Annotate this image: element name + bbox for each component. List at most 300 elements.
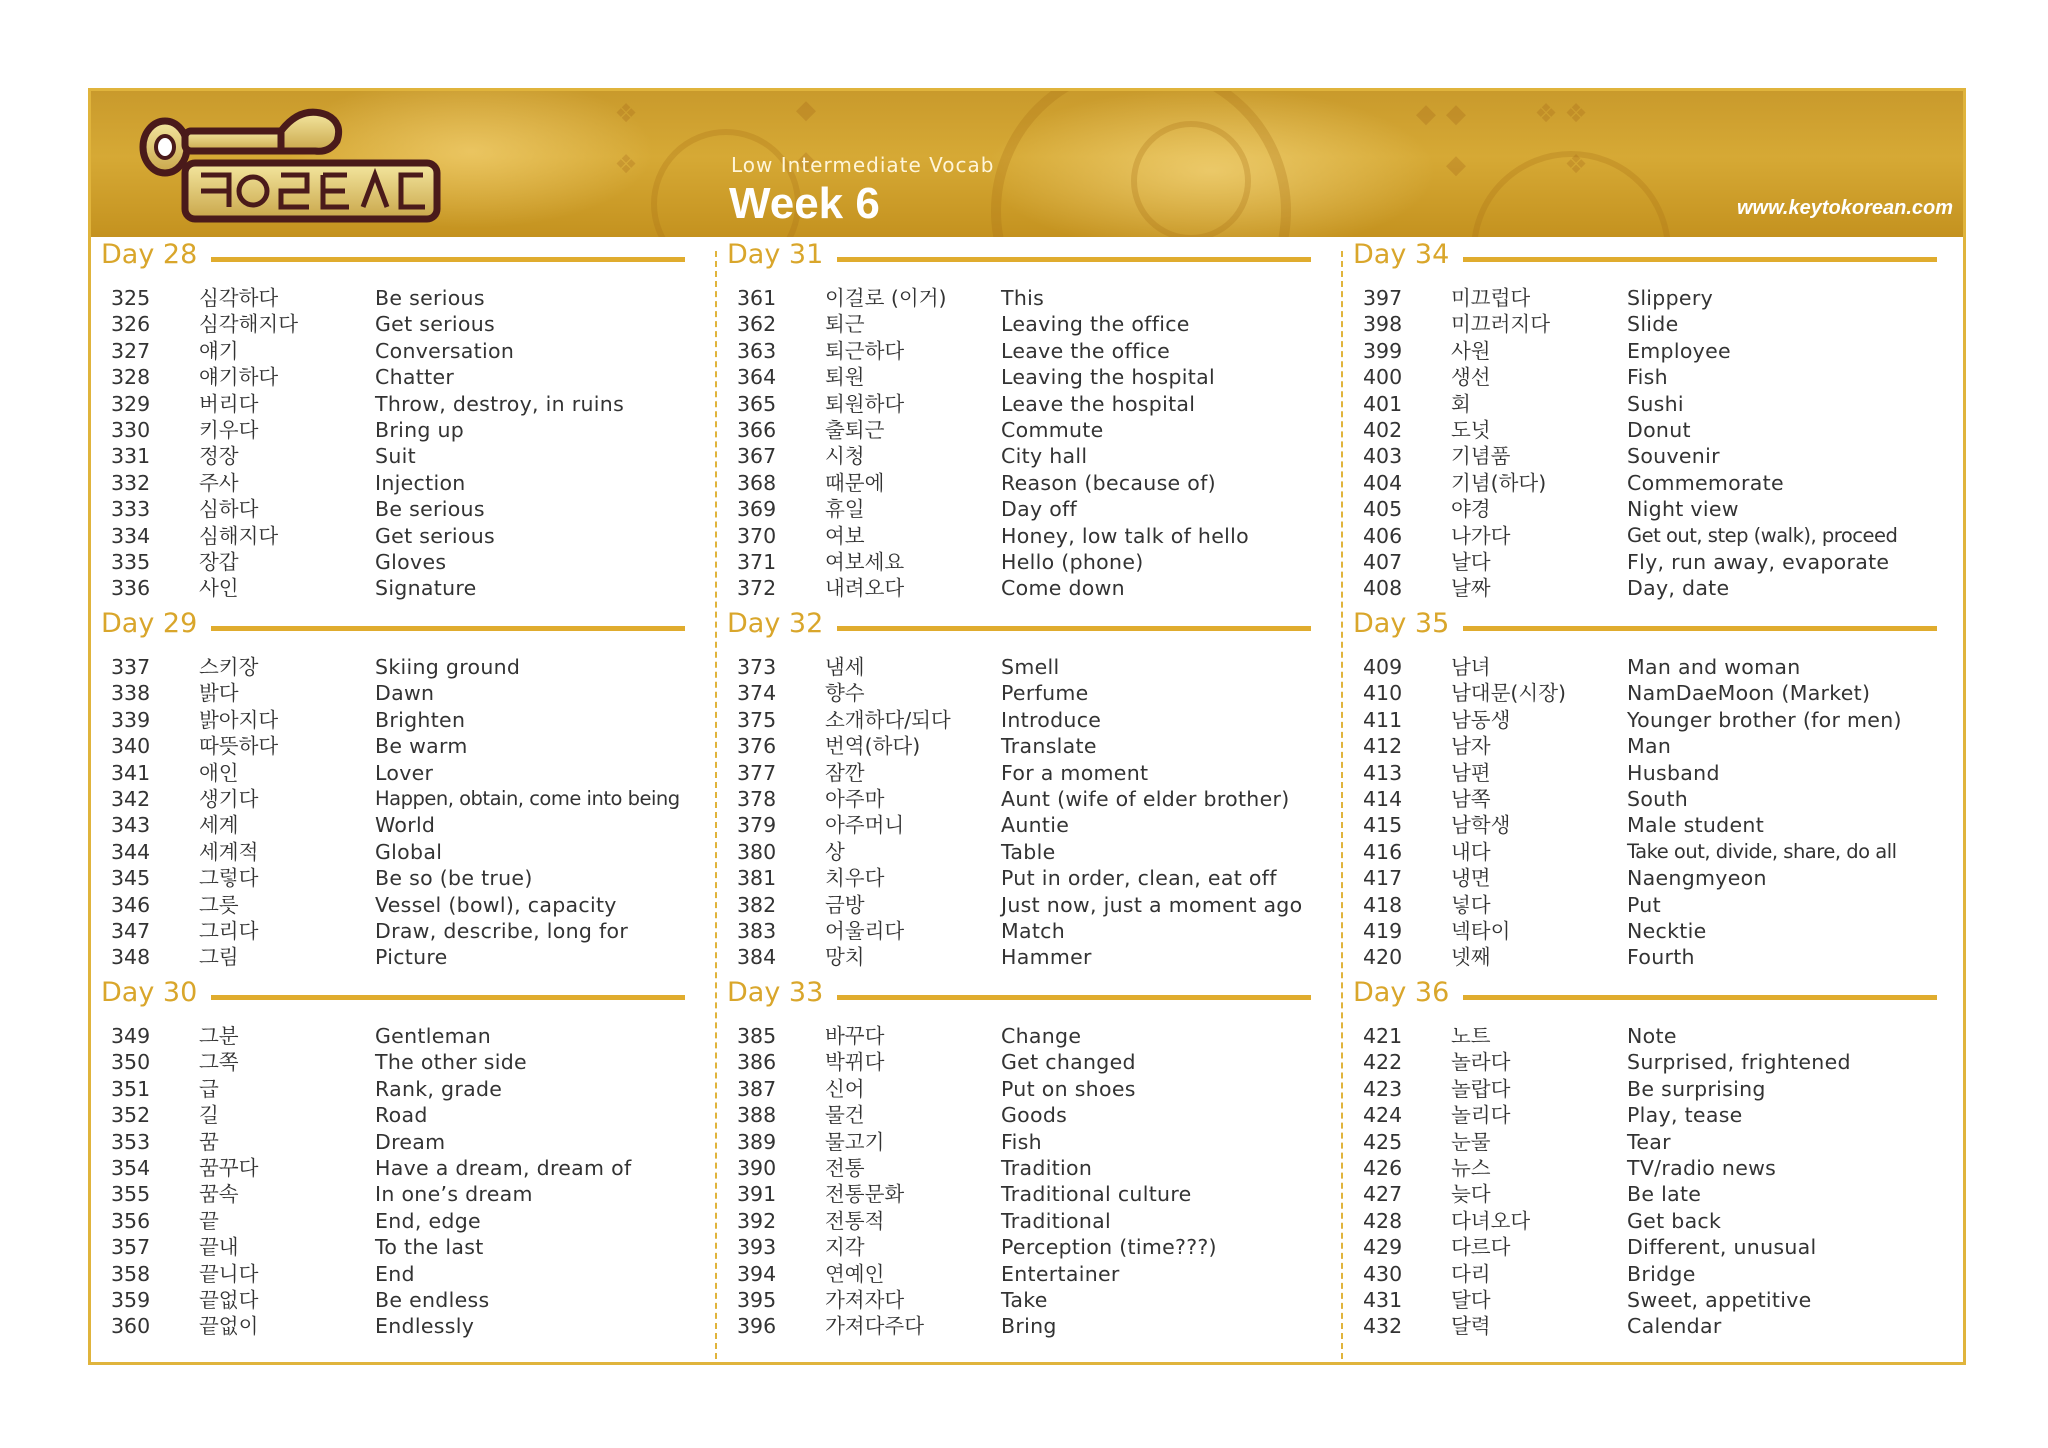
- vocab-entry: [737, 1287, 1337, 1313]
- entry-number: 397: [1363, 286, 1403, 310]
- decorative-glyphs: ◆ ◆: [791, 95, 821, 183]
- vocab-entry: [737, 786, 1337, 812]
- korean-word: 날다: [1451, 549, 1491, 574]
- vocab-entry: [111, 1287, 711, 1313]
- entry-number: 330: [111, 417, 151, 442]
- korean-word: 그림: [199, 945, 239, 970]
- english-meaning: For a moment: [1001, 760, 1149, 785]
- vocab-entry: [111, 733, 711, 759]
- entry-number: 359: [111, 1287, 151, 1312]
- vocab-entry: [111, 1234, 711, 1260]
- entry-number: 409: [1363, 655, 1403, 679]
- english-meaning: World: [375, 813, 436, 838]
- vocab-entry: [737, 944, 1337, 970]
- vocab-list: [1363, 1023, 1963, 1340]
- vocab-entry: [111, 918, 711, 944]
- vocab-entry: [111, 654, 711, 680]
- decorative-ring: [1131, 121, 1251, 237]
- column-1: [91, 237, 717, 1365]
- english-meaning: Leaving the hospital: [1001, 365, 1215, 390]
- english-meaning: Leave the office: [1001, 338, 1171, 363]
- english-meaning: The other side: [375, 1050, 527, 1075]
- key-to-korean-logo: [131, 93, 451, 233]
- entry-number: 345: [111, 866, 151, 891]
- vocab-entry: [111, 443, 711, 469]
- korean-word: 밝아지다: [199, 707, 279, 732]
- entry-number: 326: [111, 312, 151, 337]
- english-meaning: Tradition: [1001, 1155, 1093, 1180]
- entry-number: 364: [737, 365, 777, 390]
- english-meaning: Be surprising: [1627, 1076, 1766, 1101]
- english-meaning: Road: [375, 1103, 428, 1128]
- entry-number: 348: [111, 945, 151, 970]
- day-section: [91, 975, 717, 1343]
- korean-word: 가져자다: [825, 1287, 905, 1312]
- vocab-entry: [111, 680, 711, 706]
- vocab-entry: [111, 1129, 711, 1155]
- english-meaning: Rank, grade: [375, 1076, 503, 1101]
- korean-word: 넣다: [1451, 892, 1491, 917]
- entry-number: 380: [737, 839, 777, 864]
- vocab-entry: [1363, 391, 1963, 417]
- english-meaning: Put in order, clean, eat off: [1001, 866, 1277, 891]
- vocab-entry: [737, 1261, 1337, 1287]
- entry-number: 383: [737, 918, 777, 943]
- entry-number: 420: [1363, 945, 1403, 970]
- day-title-rule: [837, 995, 1311, 1000]
- korean-word: 바꾸다: [825, 1024, 885, 1048]
- entry-number: 410: [1363, 681, 1403, 706]
- english-meaning: Calendar: [1627, 1314, 1722, 1339]
- english-meaning: NamDaeMoon (Market): [1627, 681, 1871, 706]
- korean-word: 꿈: [199, 1129, 219, 1154]
- korean-word: 급: [199, 1076, 219, 1101]
- english-meaning: Get out, step (walk), proceed: [1627, 523, 1898, 547]
- english-meaning: Male student: [1627, 813, 1765, 838]
- vocab-list: [111, 654, 711, 971]
- entry-number: 391: [737, 1182, 777, 1207]
- korean-word: 넷째: [1451, 945, 1491, 970]
- day-section: [717, 606, 1343, 974]
- decorative-glyphs: ❖ ❖ ❖: [1531, 99, 1591, 187]
- day-title-rule: [211, 995, 685, 1000]
- english-meaning: Be endless: [375, 1287, 490, 1312]
- entry-number: 407: [1363, 549, 1403, 574]
- english-meaning: Play, tease: [1627, 1103, 1743, 1128]
- entry-number: 342: [111, 786, 151, 811]
- english-meaning: Slide: [1627, 312, 1679, 337]
- korean-word: 퇴근하다: [825, 338, 905, 363]
- vocab-list: [737, 285, 1337, 602]
- english-meaning: End: [375, 1261, 415, 1286]
- korean-word: 남녀: [1451, 655, 1491, 679]
- entry-number: 378: [737, 786, 777, 811]
- korean-word: 여보: [825, 523, 865, 548]
- english-meaning: Be serious: [375, 286, 485, 310]
- entry-number: 403: [1363, 444, 1403, 469]
- english-meaning: Sushi: [1627, 391, 1684, 416]
- entry-number: 369: [737, 497, 777, 522]
- day-title-rule: [211, 626, 685, 631]
- english-meaning: Commute: [1001, 417, 1104, 442]
- entry-number: 352: [111, 1103, 151, 1128]
- english-meaning: Leaving the office: [1001, 312, 1190, 337]
- day-section: [717, 237, 1343, 605]
- vocab-entry: [737, 707, 1337, 733]
- entry-number: 428: [1363, 1208, 1403, 1233]
- korean-word: 향수: [825, 681, 865, 706]
- entry-number: 404: [1363, 470, 1403, 495]
- korean-word: 퇴원하다: [825, 391, 905, 416]
- korean-word: 심해지다: [199, 523, 279, 548]
- entry-number: 418: [1363, 892, 1403, 917]
- entry-number: 394: [737, 1261, 777, 1286]
- korean-word: 넥타이: [1451, 918, 1511, 943]
- vocab-entry: [111, 1049, 711, 1075]
- english-meaning: Be late: [1627, 1182, 1702, 1207]
- korean-word: 버리다: [199, 391, 259, 416]
- entry-number: 423: [1363, 1076, 1403, 1101]
- korean-word: 남학생: [1451, 813, 1511, 838]
- korean-word: 전통: [825, 1155, 865, 1180]
- korean-word: 그렇다: [199, 866, 259, 891]
- english-meaning: Day off: [1001, 497, 1078, 522]
- entry-number: 367: [737, 444, 777, 469]
- korean-word: 얘기: [199, 338, 239, 363]
- entry-number: 381: [737, 866, 777, 891]
- english-meaning: Honey, low talk of hello: [1001, 523, 1249, 548]
- korean-word: 남자: [1451, 734, 1491, 759]
- entry-number: 332: [111, 470, 151, 495]
- english-meaning: Injection: [375, 470, 466, 495]
- day-title-rule: [837, 257, 1311, 262]
- korean-word: 꿈속: [199, 1182, 239, 1207]
- vocab-entry: [737, 1102, 1337, 1128]
- english-meaning: Conversation: [375, 338, 515, 363]
- korean-word: 어울리다: [825, 918, 905, 943]
- english-meaning: Brighten: [375, 707, 466, 732]
- english-meaning: Smell: [1001, 655, 1060, 679]
- entry-number: 338: [111, 681, 151, 706]
- english-meaning: Happen, obtain, come into being: [375, 786, 680, 810]
- korean-word: 애인: [199, 760, 239, 785]
- vocab-entry: [111, 1076, 711, 1102]
- korean-word: 나가다: [1451, 523, 1511, 548]
- day-section: [1343, 606, 1969, 974]
- vocab-entry: [1363, 338, 1963, 364]
- korean-word: 사인: [199, 576, 239, 601]
- english-meaning: Signature: [375, 576, 477, 601]
- korean-word: 남대문(시장): [1451, 681, 1567, 706]
- entry-number: 365: [737, 391, 777, 416]
- korean-word: 남쪽: [1451, 786, 1491, 811]
- korean-word: 생기다: [199, 786, 259, 811]
- day-title-rule: [1463, 626, 1937, 631]
- vocab-entry: [1363, 812, 1963, 838]
- english-meaning: Hello (phone): [1001, 549, 1144, 574]
- korean-word: 눈물: [1451, 1129, 1491, 1154]
- korean-word: 물건: [825, 1103, 865, 1128]
- english-meaning: Night view: [1627, 497, 1739, 522]
- vocab-entry: [1363, 470, 1963, 496]
- vocab-entry: [737, 1076, 1337, 1102]
- english-meaning: Entertainer: [1001, 1261, 1120, 1286]
- entry-number: 417: [1363, 866, 1403, 891]
- korean-word: 휴일: [825, 497, 865, 522]
- english-meaning: Aunt (wife of elder brother): [1001, 786, 1290, 811]
- day-title: Day 28: [101, 239, 198, 270]
- entry-number: 402: [1363, 417, 1403, 442]
- korean-word: 때문에: [825, 470, 885, 495]
- entry-number: 384: [737, 945, 777, 970]
- vocab-entry: [1363, 1023, 1963, 1049]
- korean-word: 가져다주다: [825, 1314, 925, 1339]
- vocab-entry: [1363, 1049, 1963, 1075]
- korean-word: 밝다: [199, 681, 239, 706]
- entry-number: 339: [111, 707, 151, 732]
- entry-number: 422: [1363, 1050, 1403, 1075]
- day-title-rule: [837, 626, 1311, 631]
- english-meaning: Auntie: [1001, 813, 1070, 838]
- english-meaning: Dawn: [375, 681, 435, 706]
- korean-word: 냄세: [825, 655, 865, 679]
- entry-number: 399: [1363, 338, 1403, 363]
- entry-number: 357: [111, 1235, 151, 1260]
- korean-word: 박뀌다: [825, 1050, 885, 1075]
- vocab-entry: [1363, 1155, 1963, 1181]
- korean-word: 키우다: [199, 417, 259, 442]
- vocab-entry: [737, 839, 1337, 865]
- vocab-entry: [111, 892, 711, 918]
- vocab-entry: [1363, 786, 1963, 812]
- vocab-entry: [111, 1023, 711, 1049]
- vocab-list: [111, 1023, 711, 1340]
- english-meaning: Put: [1627, 892, 1661, 917]
- subtitle: Low Intermediate Vocab: [731, 153, 995, 177]
- vocab-entry: [111, 1261, 711, 1287]
- vocab-list: [737, 1023, 1337, 1340]
- entry-number: 411: [1363, 707, 1403, 732]
- vocab-entry: [1363, 1181, 1963, 1207]
- korean-word: 놀라다: [1451, 1050, 1511, 1075]
- korean-word: 뉴스: [1451, 1155, 1491, 1180]
- vocab-entry: [1363, 892, 1963, 918]
- entry-number: 387: [737, 1076, 777, 1101]
- entry-number: 390: [737, 1155, 777, 1180]
- day-title: Day 36: [1353, 977, 1450, 1008]
- entry-number: 419: [1363, 918, 1403, 943]
- vocab-entry: [111, 470, 711, 496]
- vocab-entry: [111, 575, 711, 601]
- vocab-entry: [1363, 1313, 1963, 1339]
- page-title: Week 6: [729, 179, 880, 228]
- vocab-entry: [1363, 1129, 1963, 1155]
- korean-word: 여보세요: [825, 549, 905, 574]
- korean-word: 망치: [825, 945, 865, 970]
- korean-word: 미끄럽다: [1451, 286, 1531, 310]
- english-meaning: This: [1001, 286, 1045, 310]
- day-title: Day 29: [101, 608, 198, 639]
- english-meaning: Donut: [1627, 417, 1691, 442]
- vocab-entry: [737, 311, 1337, 337]
- entry-number: 335: [111, 549, 151, 574]
- english-meaning: Reason (because of): [1001, 470, 1216, 495]
- english-meaning: Global: [375, 839, 443, 864]
- entry-number: 400: [1363, 365, 1403, 390]
- vocab-entry: [111, 285, 711, 311]
- entry-number: 425: [1363, 1129, 1403, 1154]
- day-section: [1343, 975, 1969, 1343]
- english-meaning: Vessel (bowl), capacity: [375, 892, 617, 917]
- korean-word: 늦다: [1451, 1182, 1491, 1207]
- korean-word: 다녀오다: [1451, 1208, 1531, 1233]
- english-meaning: Get serious: [375, 523, 495, 548]
- vocab-entry: [737, 1313, 1337, 1339]
- korean-word: 시청: [825, 444, 865, 469]
- english-meaning: Lover: [375, 760, 434, 785]
- english-meaning: Perfume: [1001, 681, 1089, 706]
- vocab-entry: [1363, 865, 1963, 891]
- entry-number: 377: [737, 760, 777, 785]
- day-title-rule: [1463, 995, 1937, 1000]
- entry-number: 389: [737, 1129, 777, 1154]
- korean-word: 길: [199, 1103, 219, 1128]
- english-meaning: Goods: [1001, 1103, 1068, 1128]
- english-meaning: Come down: [1001, 576, 1125, 601]
- korean-word: 아주마: [825, 786, 885, 811]
- english-meaning: Match: [1001, 918, 1066, 943]
- vocab-entry: [1363, 364, 1963, 390]
- english-meaning: Naengmyeon: [1627, 866, 1767, 891]
- day-title: Day 31: [727, 239, 824, 270]
- vocab-entry: [1363, 1261, 1963, 1287]
- entry-number: 351: [111, 1076, 151, 1101]
- entry-number: 334: [111, 523, 151, 548]
- vocab-entry: [1363, 311, 1963, 337]
- korean-word: 출퇴근: [825, 417, 885, 442]
- korean-word: 남동생: [1451, 707, 1511, 732]
- korean-word: 장갑: [199, 549, 239, 574]
- english-meaning: Different, unusual: [1627, 1235, 1817, 1260]
- korean-word: 달다: [1451, 1287, 1491, 1312]
- english-meaning: Endlessly: [375, 1314, 475, 1339]
- vocab-sheet: [88, 88, 1966, 1365]
- vocab-entry: [737, 1155, 1337, 1181]
- vocab-entry: [737, 1208, 1337, 1234]
- english-meaning: Just now, just a moment ago: [1001, 892, 1303, 917]
- vocab-entry: [1363, 760, 1963, 786]
- korean-word: 이걸로 (이거): [825, 286, 947, 310]
- english-meaning: Man: [1627, 734, 1672, 759]
- vocab-entry: [111, 496, 711, 522]
- entry-number: 346: [111, 892, 151, 917]
- vocab-entry: [111, 1102, 711, 1128]
- korean-word: 꿈꾸다: [199, 1155, 259, 1180]
- korean-word: 퇴원: [825, 365, 865, 390]
- entry-number: 385: [737, 1024, 777, 1048]
- korean-word: 날짜: [1451, 576, 1491, 601]
- english-meaning: Sweet, appetitive: [1627, 1287, 1812, 1312]
- english-meaning: Be warm: [375, 734, 468, 759]
- korean-word: 치우다: [825, 866, 885, 891]
- vocab-entry: [1363, 707, 1963, 733]
- english-meaning: Gloves: [375, 549, 447, 574]
- english-meaning: Get back: [1627, 1208, 1722, 1233]
- day-title: Day 33: [727, 977, 824, 1008]
- korean-word: 연예인: [825, 1261, 885, 1286]
- english-meaning: Fourth: [1627, 945, 1695, 970]
- day-section: [91, 237, 717, 605]
- vocab-entry: [111, 338, 711, 364]
- korean-word: 기념품: [1451, 444, 1511, 469]
- entry-number: 328: [111, 365, 151, 390]
- entry-number: 336: [111, 576, 151, 601]
- english-meaning: Employee: [1627, 338, 1731, 363]
- korean-word: 도넛: [1451, 417, 1491, 442]
- entry-number: 333: [111, 497, 151, 522]
- english-meaning: Perception (time???): [1001, 1235, 1217, 1260]
- vocab-entry: [1363, 285, 1963, 311]
- vocab-entry: [737, 285, 1337, 311]
- entry-number: 347: [111, 918, 151, 943]
- vocab-entry: [737, 364, 1337, 390]
- korean-word: 내다: [1451, 839, 1491, 864]
- english-meaning: Be so (be true): [375, 866, 533, 891]
- vocab-entry: [1363, 1234, 1963, 1260]
- vocab-entry: [111, 944, 711, 970]
- day-section: [91, 606, 717, 974]
- entry-number: 427: [1363, 1182, 1403, 1207]
- website-link[interactable]: www.keytokorean.com: [1737, 197, 1953, 219]
- english-meaning: Husband: [1627, 760, 1720, 785]
- vocab-list: [1363, 654, 1963, 971]
- korean-word: 세계적: [199, 839, 259, 864]
- entry-number: 398: [1363, 312, 1403, 337]
- entry-number: 373: [737, 655, 777, 679]
- vocab-entry: [737, 417, 1337, 443]
- vocab-entry: [737, 391, 1337, 417]
- vocab-entry: [737, 523, 1337, 549]
- vocab-entry: [111, 311, 711, 337]
- decorative-glyphs: ❖ ❖: [611, 99, 641, 187]
- korean-word: 미끄러지다: [1451, 312, 1551, 337]
- korean-word: 지각: [825, 1235, 865, 1260]
- entry-number: 405: [1363, 497, 1403, 522]
- korean-word: 냉면: [1451, 866, 1491, 891]
- english-meaning: To the last: [375, 1235, 484, 1260]
- english-meaning: Note: [1627, 1024, 1677, 1048]
- vocab-entry: [1363, 1102, 1963, 1128]
- entry-number: 430: [1363, 1261, 1403, 1286]
- entry-number: 325: [111, 286, 151, 310]
- korean-word: 신어: [825, 1076, 865, 1101]
- entry-number: 376: [737, 734, 777, 759]
- vocab-entry: [111, 1313, 711, 1339]
- vocab-list: [737, 654, 1337, 971]
- entry-number: 379: [737, 813, 777, 838]
- entry-number: 406: [1363, 523, 1403, 548]
- vocab-entry: [1363, 680, 1963, 706]
- korean-word: 그쪽: [199, 1050, 239, 1075]
- day-title-rule: [1463, 257, 1937, 262]
- vocab-entry: [1363, 918, 1963, 944]
- korean-word: 잠깐: [825, 760, 865, 785]
- entry-number: 360: [111, 1314, 151, 1339]
- day-title: Day 35: [1353, 608, 1450, 639]
- korean-word: 다리: [1451, 1261, 1491, 1286]
- english-meaning: Take: [1001, 1287, 1048, 1312]
- vocab-entry: [737, 443, 1337, 469]
